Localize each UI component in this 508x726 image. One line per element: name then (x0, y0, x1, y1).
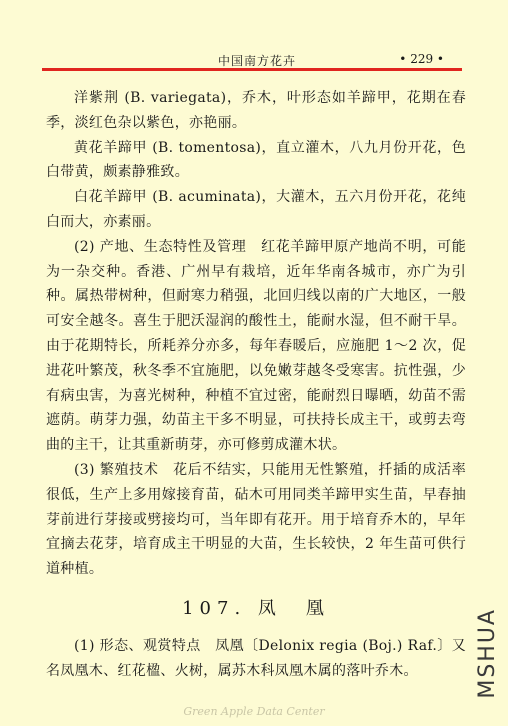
running-header (42, 52, 462, 68)
paragraph-habitat-management: (2) 产地、生态特性及管理 红花羊蹄甲原产地尚不明，可能为一杂交种。香港、广州早有栽培，近年华南各城市，亦广为引种。属热带树种，但耐寒力稍强，北回归线以南的广大地区，一般可安全越冬。喜生于肥沃湿润的酸性土，能耐水湿，但不耐干旱。由于花期特长，所耗养分亦多，每年春暖后，应施肥 1～2 次，促进花叶繁茂，秋冬季不宜施肥，以免嫩芽越冬受寒害。抗性强，少有病虫害，为喜光树种，种植不宜过密，能耐烈日曝晒，幼苗不需遮荫。萌芽力强，幼苗主干多不明显，可扶持长成主干，或剪去弯曲的主干，让其重新萌芽，亦可修剪成灌木状。 (46, 238, 466, 454)
paragraph-b-variegata: 洋紫荆 (B. variegata)，乔木，叶形态如羊蹄甲，花期在春季，淡红色杂以紫色，亦艳丽。 (46, 90, 466, 131)
section-title: 107. 凤 凰 (182, 597, 330, 619)
bottom-watermark: Green Apple Data Center (183, 705, 325, 718)
paragraph-b-acuminata: 白花羊蹄甲 (B. acuminata)，大灌木，五六月份开花，花纯白而大，亦素丽。 (46, 189, 466, 230)
page-number: • 229 • (399, 52, 444, 66)
paragraph-delonix-morphology: (1) 形态、观赏特点 凤凰〔Delonix regia (Boj.) Raf.〕又名凤凰木、红花楹、火树，属苏木科凤凰木属的落叶乔木。 (46, 637, 466, 679)
paragraph-propagation: (3) 繁殖技术 花后不结实，只能用无性繁殖，扦插的成活率很低，生产上多用嫁接育苗，砧木可用同类羊蹄甲实生苗，早春抽芽前进行芽接或劈接均可，当年即有花开。用于培育乔木的，早年宜摘去花芽，培育成主干明显的大苗，生长较快，2 年生苗可供行道种植。 (46, 461, 466, 578)
header-rule (42, 68, 462, 71)
paragraph-b-tomentosa: 黄花羊蹄甲 (B. tomentosa)，直立灌木，八九月份开花，色白带黄，颇素静雅致。 (46, 139, 466, 181)
side-watermark: MSHUA (475, 608, 500, 699)
header-title: 中国南方花卉 (218, 54, 297, 68)
body-text (46, 86, 466, 684)
